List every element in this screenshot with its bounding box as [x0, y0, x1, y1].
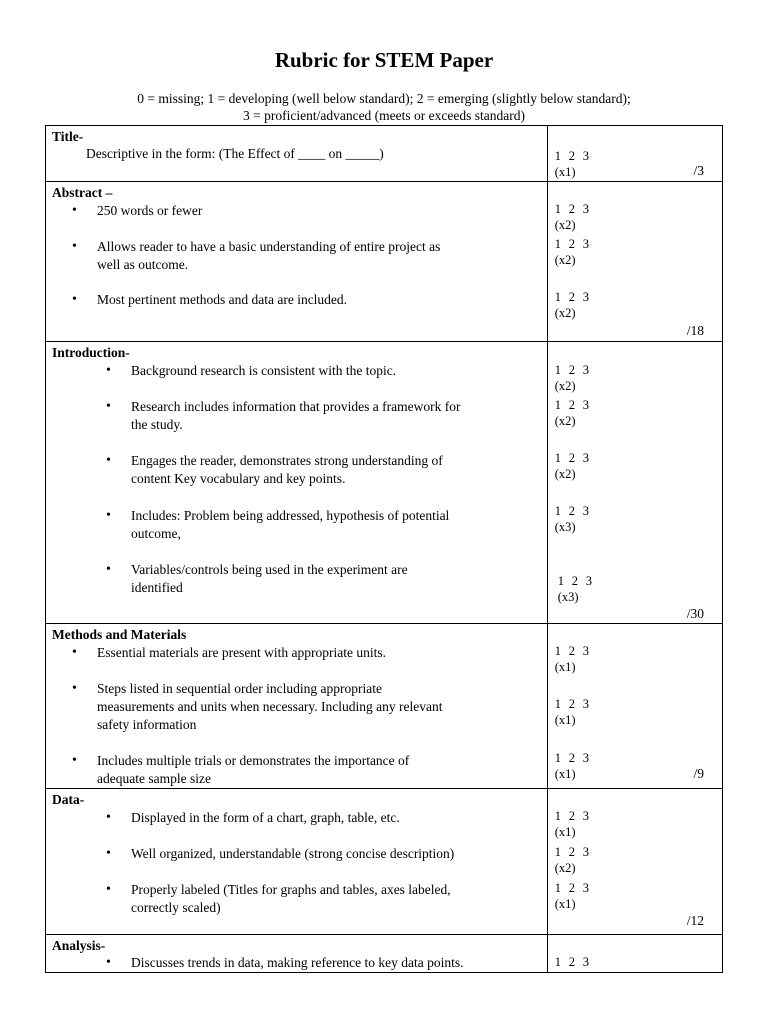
scale-legend-line-2: 3 = proficient/advanced (meets or exceeds standard) — [243, 108, 525, 123]
list-item: • Properly labeled (Titles for graphs and tables, axes labeled, correctly scaled) — [106, 882, 451, 915]
score-options: 1 2 3 — [554, 955, 589, 969]
score-options: 1 2 3 (x2) — [554, 363, 589, 393]
rubric-row-data — [46, 789, 723, 935]
score-options: 1 2 3 (x1) — [554, 881, 589, 911]
list-item: • Includes: Problem being addressed, hypothesis of potential outcome, — [106, 508, 450, 541]
score-options: 1 2 3 (x1) — [554, 644, 589, 674]
score-cell — [547, 126, 722, 182]
score-cell — [547, 789, 722, 935]
list-item: • Allows reader to have a basic understanding of entire project as well as outcome. — [72, 239, 441, 272]
list-item: • Research includes information that provides a framework for the study. — [106, 399, 461, 432]
score-options: 1 2 3 (x2) — [554, 237, 589, 267]
score-options: 1 2 3 (x2) — [554, 845, 589, 875]
section-heading: Introduction- — [52, 345, 130, 360]
criteria-list — [46, 954, 547, 972]
rubric-table — [45, 125, 723, 973]
list-item: • Includes multiple trials or demonstrates the importance of adequate sample size — [72, 753, 410, 786]
criteria-list — [46, 362, 547, 597]
section-heading: Analysis- — [52, 938, 106, 953]
score-3: 3 — [582, 149, 589, 163]
section-total: /3 — [693, 163, 704, 178]
rubric-row-introduction — [46, 342, 723, 624]
criteria-cell — [46, 182, 548, 342]
list-item: • Well organized, understandable (strong concise description) — [106, 846, 455, 861]
score-options: 1 2 3 (x2) — [554, 290, 589, 320]
score-multiplier: (x1) — [554, 165, 576, 179]
criterion-text: Descriptive in the form: (The Effect of ____ on _____) — [86, 146, 384, 161]
score-options: 1 2 3 (x2) — [554, 202, 589, 232]
rubric-row-abstract — [46, 182, 723, 342]
section-total: /30 — [686, 606, 704, 621]
score-options: 1 2 3 (x3) — [554, 504, 589, 534]
score-options: 1 2 3 (x1) — [554, 751, 589, 781]
score-cell — [547, 624, 722, 789]
list-item: • Most pertinent methods and data are included. — [72, 292, 348, 307]
section-total: /9 — [693, 766, 704, 781]
list-item: • Discusses trends in data, making reference to key data points. — [106, 955, 464, 970]
section-heading: Title- — [52, 129, 84, 144]
list-item: • Steps listed in sequential order including appropriate measurements and units when necessary. Including any relevant safety information — [72, 681, 443, 732]
list-item: • 250 words or fewer — [72, 203, 203, 218]
score-options: 1 2 3 (x1) — [554, 809, 589, 839]
score-cell — [547, 935, 722, 973]
list-item: • Variables/controls being used in the experiment are identified — [106, 562, 408, 595]
list-item: • Essential materials are present with appropriate units. — [72, 645, 387, 660]
criteria-cell — [46, 935, 548, 973]
criteria-cell — [46, 789, 548, 935]
score-options: 1 2 3 (x2) — [554, 398, 589, 428]
section-heading: Abstract – — [52, 185, 113, 200]
score-1: 1 — [554, 149, 561, 163]
score-options: 1 2 3 (x1) — [554, 697, 589, 727]
criteria-cell — [46, 126, 548, 182]
criteria-list — [46, 202, 547, 309]
list-item: • Displayed in the form of a chart, graph, table, etc. — [106, 810, 400, 825]
list-item: • Background research is consistent with the topic. — [106, 363, 397, 378]
page-title: Rubric for STEM Paper — [274, 48, 494, 72]
section-heading: Data- — [52, 792, 85, 807]
score-options: 1 2 3 (x2) — [554, 451, 589, 481]
section-total: /18 — [686, 323, 704, 338]
section-total: /12 — [686, 913, 704, 928]
score-options: 1 2 3 (x3) — [557, 574, 592, 604]
criteria-cell — [46, 342, 548, 624]
score-2: 2 — [568, 149, 575, 163]
criteria-cell — [46, 624, 548, 789]
score-cell — [547, 182, 722, 342]
section-heading: Methods and Materials — [52, 627, 187, 642]
rubric-row-analysis — [46, 935, 723, 973]
criteria-list — [46, 644, 547, 788]
list-item: • Engages the reader, demonstrates strong understanding of content Key vocabulary and key points. — [106, 453, 443, 486]
rubric-row-title — [46, 126, 723, 182]
criteria-list — [46, 809, 547, 917]
score-options — [555, 148, 597, 180]
rubric-row-methods — [46, 624, 723, 789]
score-cell — [547, 342, 722, 624]
scale-legend-line-1: 0 = missing; 1 = developing (well below standard); 2 = emerging (slightly below standard); — [137, 91, 631, 106]
